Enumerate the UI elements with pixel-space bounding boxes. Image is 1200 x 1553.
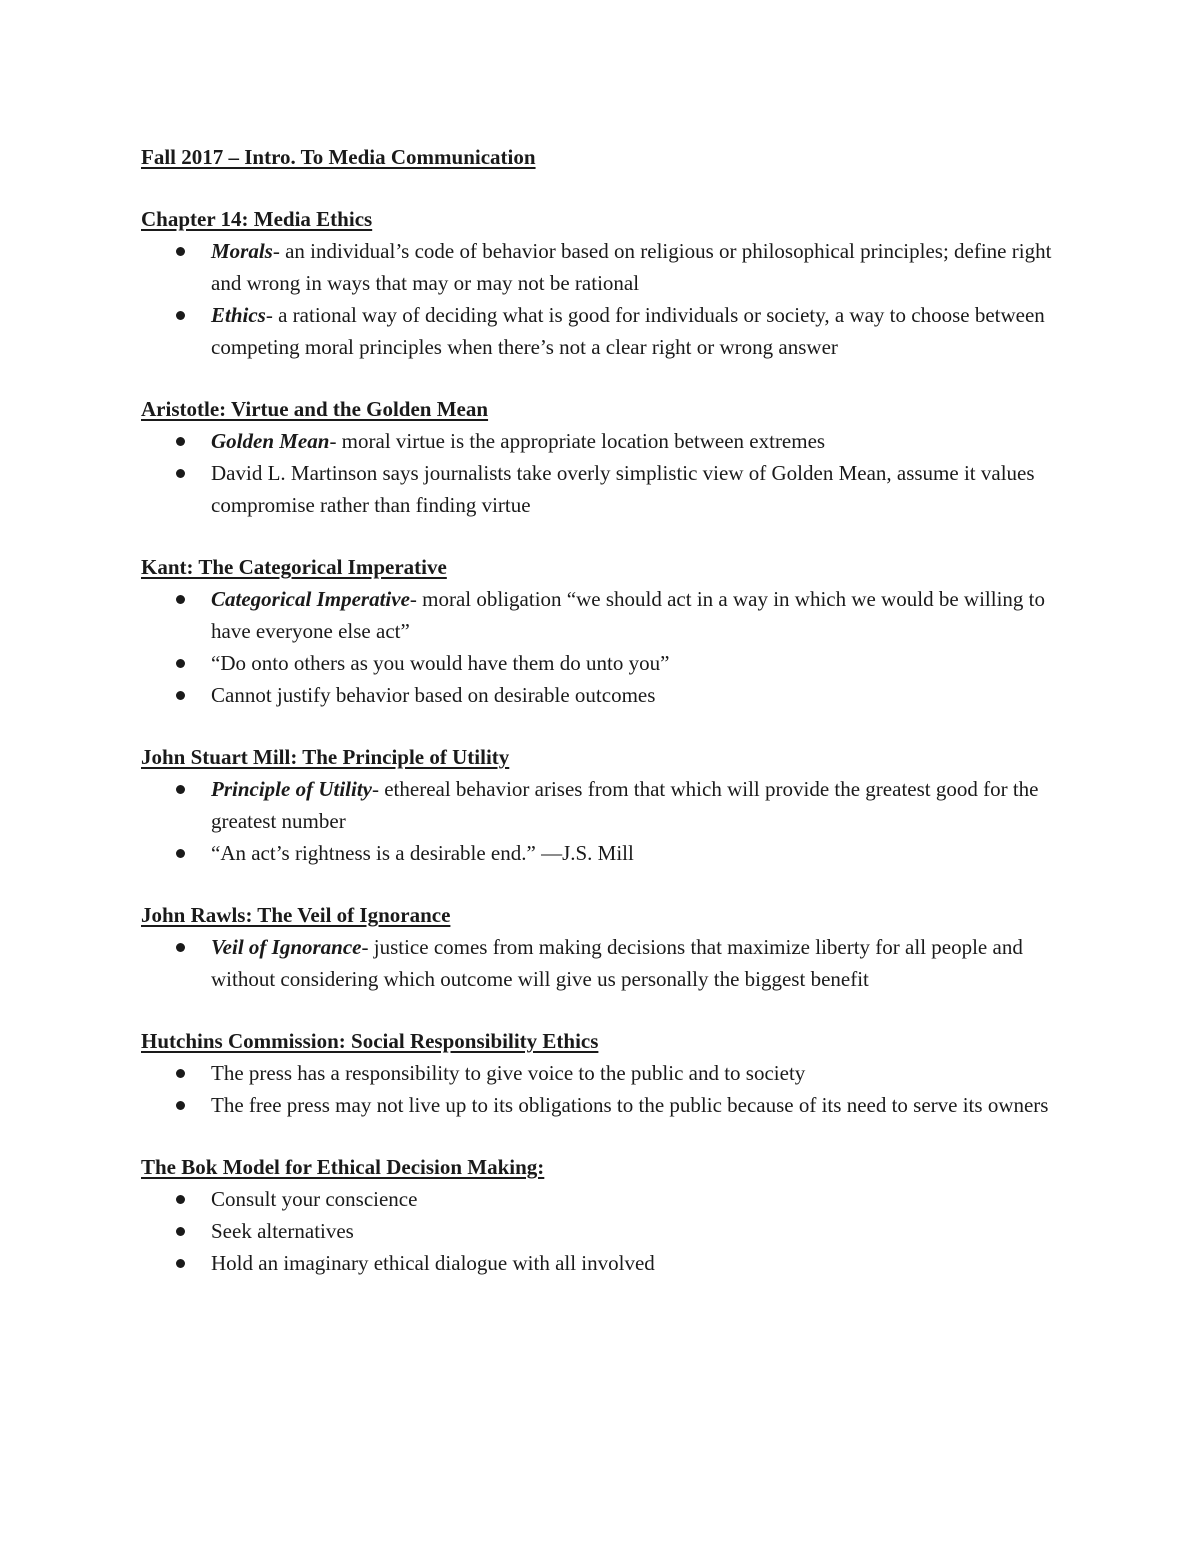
bullet-icon xyxy=(176,943,185,952)
bullet-icon xyxy=(176,659,185,668)
term-label: Golden Mean xyxy=(211,429,330,453)
list-item xyxy=(141,1089,1071,1121)
item-text: - justice comes from making decisions that maximize liberty for all people and without considering which outcome will give us personally the biggest benefit xyxy=(211,935,1023,991)
item-text: Cannot justify behavior based on desirable outcomes xyxy=(211,683,656,707)
term-label: Categorical Imperative xyxy=(211,587,410,611)
item-text: Hold an imaginary ethical dialogue with all involved xyxy=(211,1251,655,1275)
list-item xyxy=(141,1215,1071,1247)
item-text: “An act’s rightness is a desirable end.” —J.S. Mill xyxy=(211,841,634,865)
bullet-icon xyxy=(176,1227,185,1236)
item-text: - moral virtue is the appropriate location between extremes xyxy=(329,429,826,453)
bullet-list xyxy=(141,773,1071,869)
term-label: Ethics xyxy=(211,303,266,327)
section xyxy=(141,1151,1071,1279)
bullet-icon xyxy=(176,595,185,604)
list-item xyxy=(141,931,1071,995)
document-title: Fall 2017 – Intro. To Media Communication xyxy=(141,145,536,169)
item-text: The press has a responsibility to give voice to the public and to society xyxy=(211,1061,806,1085)
item-text: David L. Martinson says journalists take overly simplistic view of Golden Mean, assume it values compromise rather than finding virtue xyxy=(211,461,1035,517)
item-text: “Do onto others as you would have them do unto you” xyxy=(211,651,670,675)
bullet-icon xyxy=(176,247,185,256)
list-item xyxy=(141,837,1071,869)
section xyxy=(141,1025,1071,1121)
item-text: - moral obligation “we should act in a way in which we would be willing to have everyone else act” xyxy=(211,587,1046,643)
item-text: - an individual’s code of behavior based on religious or philosophical principles; define right and wrong in ways that may or may not be rational xyxy=(211,239,1052,295)
bullet-list xyxy=(141,583,1071,711)
section xyxy=(141,741,1071,869)
sections-container xyxy=(141,203,1071,1279)
section-heading: Kant: The Categorical Imperative xyxy=(141,555,447,579)
list-item xyxy=(141,457,1071,521)
section-heading: Hutchins Commission: Social Responsibility Ethics xyxy=(141,1029,599,1053)
bullet-list xyxy=(141,1057,1071,1121)
section-heading: John Rawls: The Veil of Ignorance xyxy=(141,903,451,927)
section xyxy=(141,899,1071,995)
bullet-icon xyxy=(176,691,185,700)
section xyxy=(141,393,1071,521)
term-label: Morals xyxy=(211,239,273,263)
bullet-list xyxy=(141,235,1071,363)
list-item xyxy=(141,1247,1071,1279)
list-item xyxy=(141,773,1071,837)
bullet-list xyxy=(141,425,1071,521)
list-item xyxy=(141,235,1071,299)
term-label: Veil of Ignorance xyxy=(211,935,362,959)
term-label: Principle of Utility xyxy=(211,777,372,801)
list-item xyxy=(141,299,1071,363)
bullet-icon xyxy=(176,785,185,794)
item-text: - ethereal behavior arises from that which will provide the greatest good for the greatest number xyxy=(211,777,1039,833)
item-text: Seek alternatives xyxy=(211,1219,354,1243)
section-heading: The Bok Model for Ethical Decision Making: xyxy=(141,1155,545,1179)
list-item xyxy=(141,1183,1071,1215)
list-item xyxy=(141,425,1071,457)
bullet-icon xyxy=(176,437,185,446)
bullet-icon xyxy=(176,311,185,320)
bullet-icon xyxy=(176,1195,185,1204)
bullet-list xyxy=(141,931,1071,995)
bullet-list xyxy=(141,1183,1071,1279)
bullet-icon xyxy=(176,1101,185,1110)
list-item xyxy=(141,679,1071,711)
item-text: The free press may not live up to its obligations to the public because of its need to serve its owners xyxy=(211,1093,1049,1117)
list-item xyxy=(141,1057,1071,1089)
bullet-icon xyxy=(176,469,185,478)
section-heading: Chapter 14: Media Ethics xyxy=(141,207,373,231)
item-text: - a rational way of deciding what is good for individuals or society, a way to choose between competing moral principles when there’s not a clear right or wrong answer xyxy=(211,303,1045,359)
bullet-icon xyxy=(176,1069,185,1078)
bullet-icon xyxy=(176,849,185,858)
item-text: Consult your conscience xyxy=(211,1187,418,1211)
section xyxy=(141,551,1071,711)
section-heading: Aristotle: Virtue and the Golden Mean xyxy=(141,397,489,421)
list-item xyxy=(141,647,1071,679)
document-page xyxy=(141,141,1071,1309)
bullet-icon xyxy=(176,1259,185,1268)
section-heading: John Stuart Mill: The Principle of Utility xyxy=(141,745,510,769)
section xyxy=(141,203,1071,363)
list-item xyxy=(141,583,1071,647)
